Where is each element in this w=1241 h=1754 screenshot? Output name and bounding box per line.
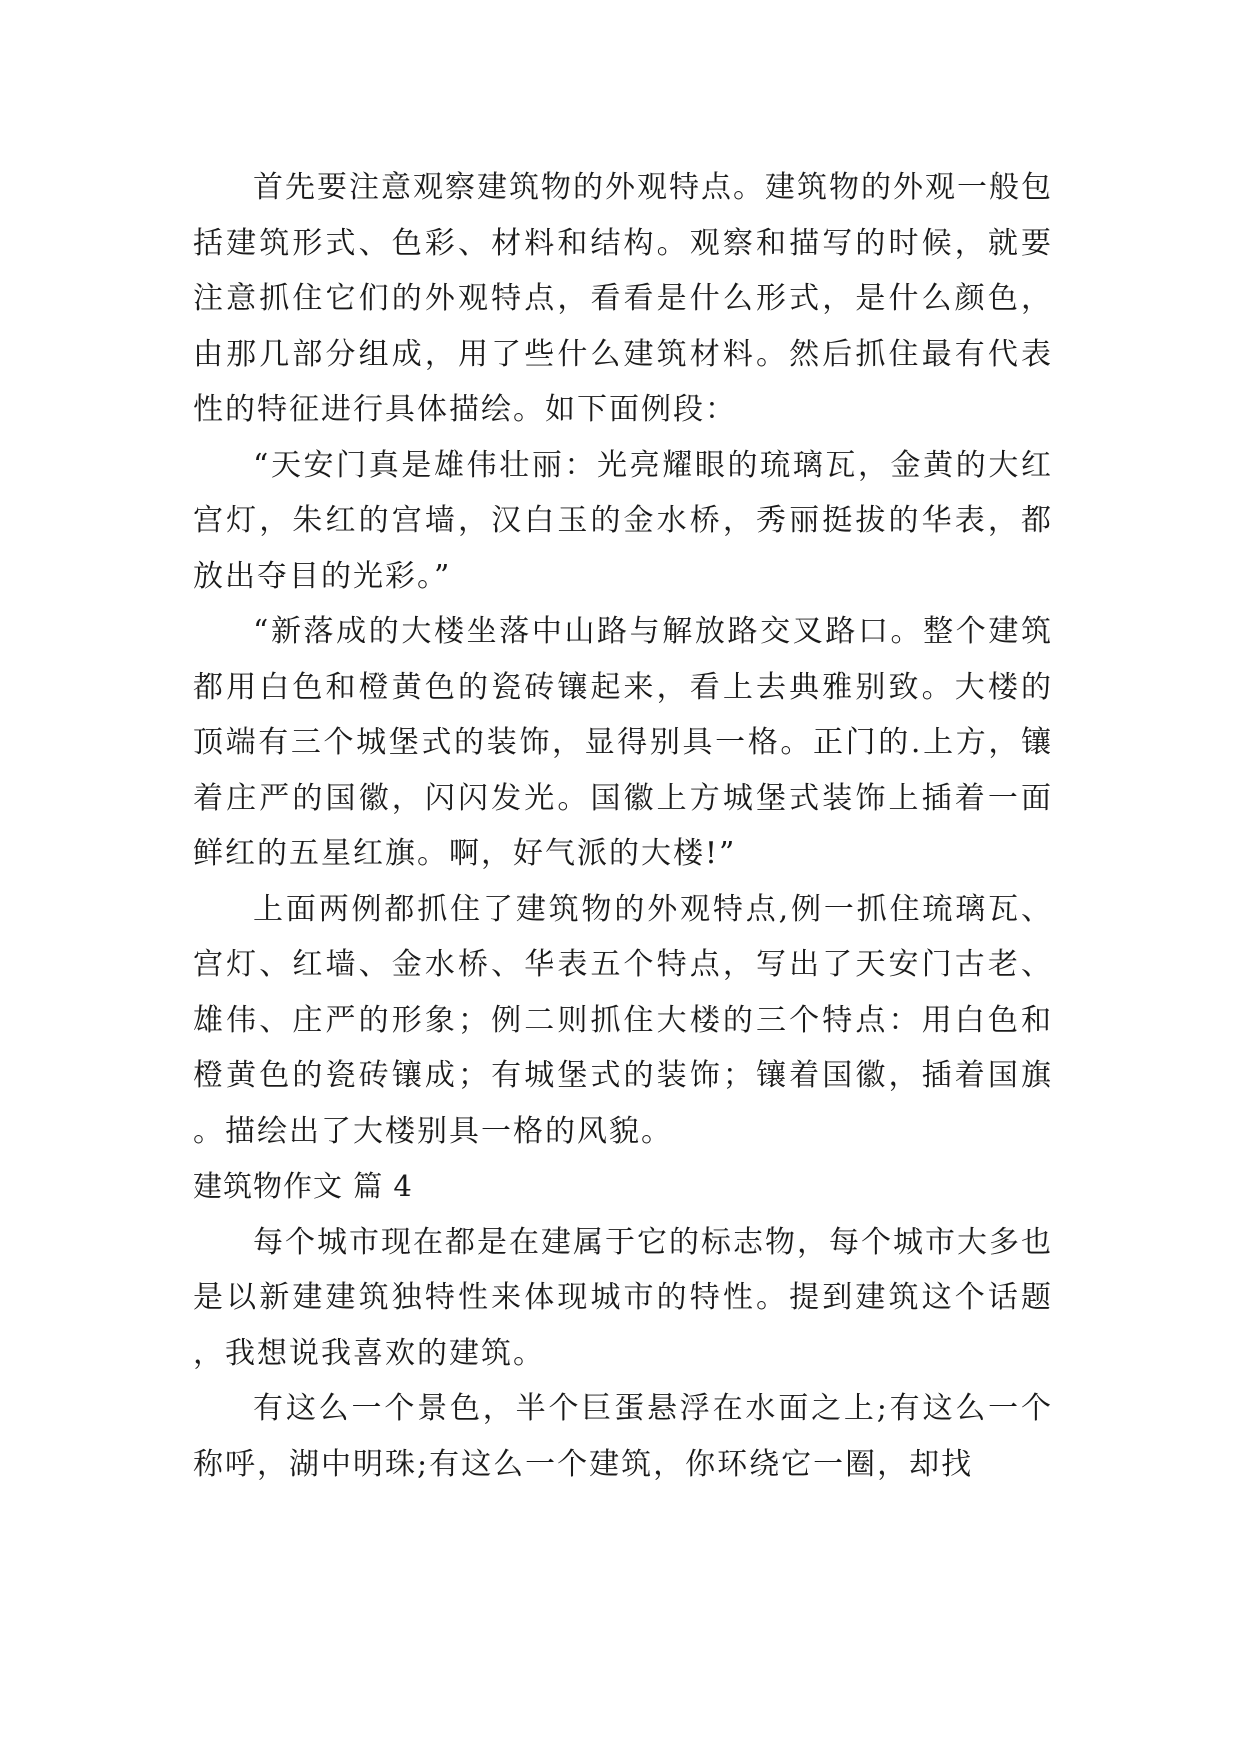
paragraph-examples-summary: 上面两例都抓住了建筑物的外观特点,例一抓住琉璃瓦、宫灯、红墙、金水桥、华表五个特点，写出了天安门古老、雄伟、庄严的形象；例二则抓住大楼的三个特点：用白色和橙黄色的瓷砖镶成；有城堡式的装饰；镶着国徽，插着国旗。描绘出了大楼别具一格的风貌。 [193, 891, 1053, 1149]
document-body [193, 160, 1053, 1492]
paragraph-building-example: “新落成的大楼坐落中山路与解放路交叉路口。整个建筑都用白色和橙黄色的瓷砖镶起来，看上去典雅别致。大楼的顶端有三个城堡式的装饰，显得别具一格。正门的.上方，镶着庄严的国徽，闪闪发光。国徽上方城堡式装饰上插着一面鲜红的五星红旗。啊，好气派的大楼!” [193, 614, 1053, 871]
section-heading: 建筑物作文 篇 4 [193, 1169, 413, 1203]
paragraph-exterior-intro: 首先要注意观察建筑物的外观特点。建筑物的外观一般包括建筑形式、色彩、材料和结构。观察和描写的时候，就要注意抓住它们的外观特点，看看是什么形式，是什么颜色，由那几部分组成，用了些什么建筑材料。然后抓住最有代表性的特征进行具体描绘。如下面例段： [193, 170, 1053, 427]
paragraph-egg-building: 有这么一个景色，半个巨蛋悬浮在水面之上;有这么一个称呼，湖中明珠;有这么一个建筑，你环绕它一圈，却找 [193, 1391, 1053, 1482]
paragraph-tiananmen-example: “天安门真是雄伟壮丽：光亮耀眼的琉璃瓦，金黄的大红宫灯，朱红的宫墙，汉白玉的金水桥，秀丽挺拔的华表，都放出夺目的光彩。” [193, 447, 1053, 594]
paragraph-city-landmarks: 每个城市现在都是在建属于它的标志物，每个城市大多也是以新建建筑独特性来体现城市的特性。提到建筑这个话题，我想说我喜欢的建筑。 [193, 1224, 1053, 1371]
